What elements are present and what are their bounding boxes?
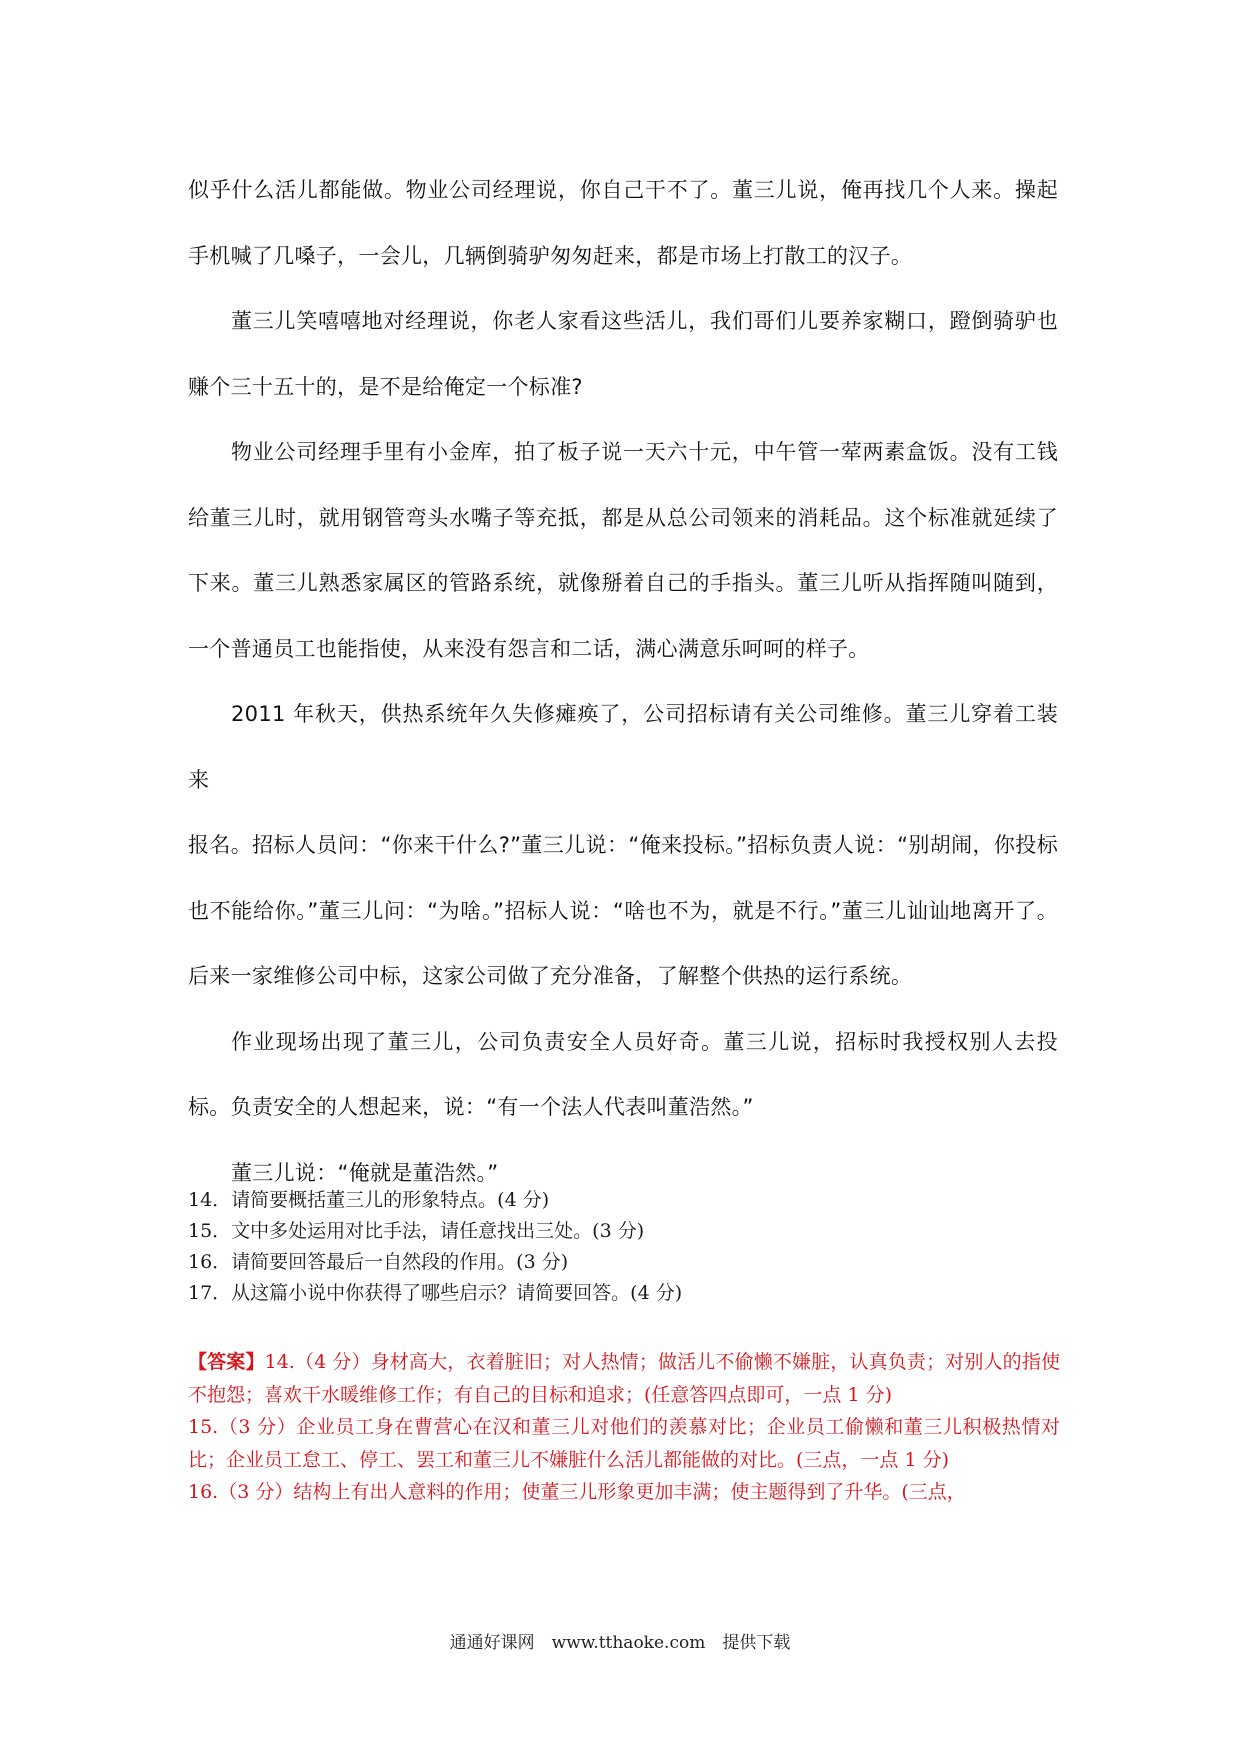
answer-item — [188, 1346, 1060, 1411]
story-paragraph: 报名。招标人员问：“你来干什么?”董三儿说：“俺来投标。”招标负责人说：“别胡闹，你投标也不能给你。”董三儿问：“为啥。”招标人说：“啥也不为，就是不行。”董三儿讪讪地离开了。后来一家维修公司中标，这家公司做了充分准备，了解整个供热的运行系统。 — [188, 833, 1058, 988]
question-item: 15．文中多处运用对比手法，请任意找出三处。(3 分) — [188, 1220, 645, 1242]
question-list — [188, 1185, 1068, 1309]
story-paragraph: 董三儿笑嘻嘻地对经理说，你老人家看这些活儿，我们哥们儿要养家糊口，蹬倒骑驴也赚个三十五十的，是不是给俺定一个标准? — [188, 309, 1058, 399]
answer-section — [188, 1346, 1060, 1509]
story-text — [188, 158, 1058, 1206]
answer-text: 14.（4 分）身材高大，衣着脏旧；对人热情；做活儿不偷懒不嫌脏，认真负责；对别人的指使不抱怨；喜欢干水暖维修工作；有自己的目标和追求；(任意答四点即可，一点 1 分) — [188, 1351, 1060, 1406]
answer-item: 16.（3 分）结构上有出人意料的作用；使董三儿形象更加丰满；使主题得到了升华。(三点， — [188, 1481, 966, 1503]
page-footer: 通通好课网 www.tthaoke.com 提供下载 — [449, 1633, 791, 1653]
question-item: 17．从这篇小说中你获得了哪些启示？请简要回答。(4 分) — [188, 1282, 683, 1304]
answer-item: 15.（3 分）企业员工身在曹营心在汉和董三儿对他们的羡慕对比；企业员工偷懒和董三儿积极热情对比；企业员工怠工、停工、罢工和董三儿不嫌脏什么活儿都能做的对比。(三点，一点 1 分) — [188, 1416, 1060, 1471]
story-paragraph: 作业现场出现了董三儿，公司负责安全人员好奇。董三儿说，招标时我授权别人去投标。负责安全的人想起来，说：“有一个法人代表叫董浩然。” — [188, 1029, 1058, 1119]
story-paragraph: 2011 年秋天，供热系统年久失修瘫痪了，公司招标请有关公司维修。董三儿穿着工装来 — [188, 702, 1058, 792]
story-paragraph: 物业公司经理手里有小金库，拍了板子说一天六十元，中午管一荤两素盒饭。没有工钱给董三儿时，就用钢管弯头水嘴子等充抵，都是从总公司领来的消耗品。这个标准就延续了下来。董三儿熟悉家属区的管路系统，就像掰着自己的手指头。董三儿听从指挥随叫随到，一个普通员工也能指使，从来没有怨言和二话，满心满意乐呵呵的样子。 — [188, 440, 1058, 661]
story-paragraph: 董三儿说：“俺就是董浩然。” — [231, 1160, 499, 1185]
answer-label: 【答案】 — [188, 1351, 265, 1373]
question-item: 14．请简要概括董三儿的形象特点。(4 分) — [188, 1189, 550, 1211]
story-paragraph: 似乎什么活儿都能做。物业公司经理说，你自己干不了。董三儿说，俺再找几个人来。操起手机喊了几嗓子，一会儿，几辆倒骑驴匆匆赶来，都是市场上打散工的汉子。 — [188, 178, 1058, 268]
question-item: 16．请简要回答最后一自然段的作用。(3 分) — [188, 1251, 569, 1273]
